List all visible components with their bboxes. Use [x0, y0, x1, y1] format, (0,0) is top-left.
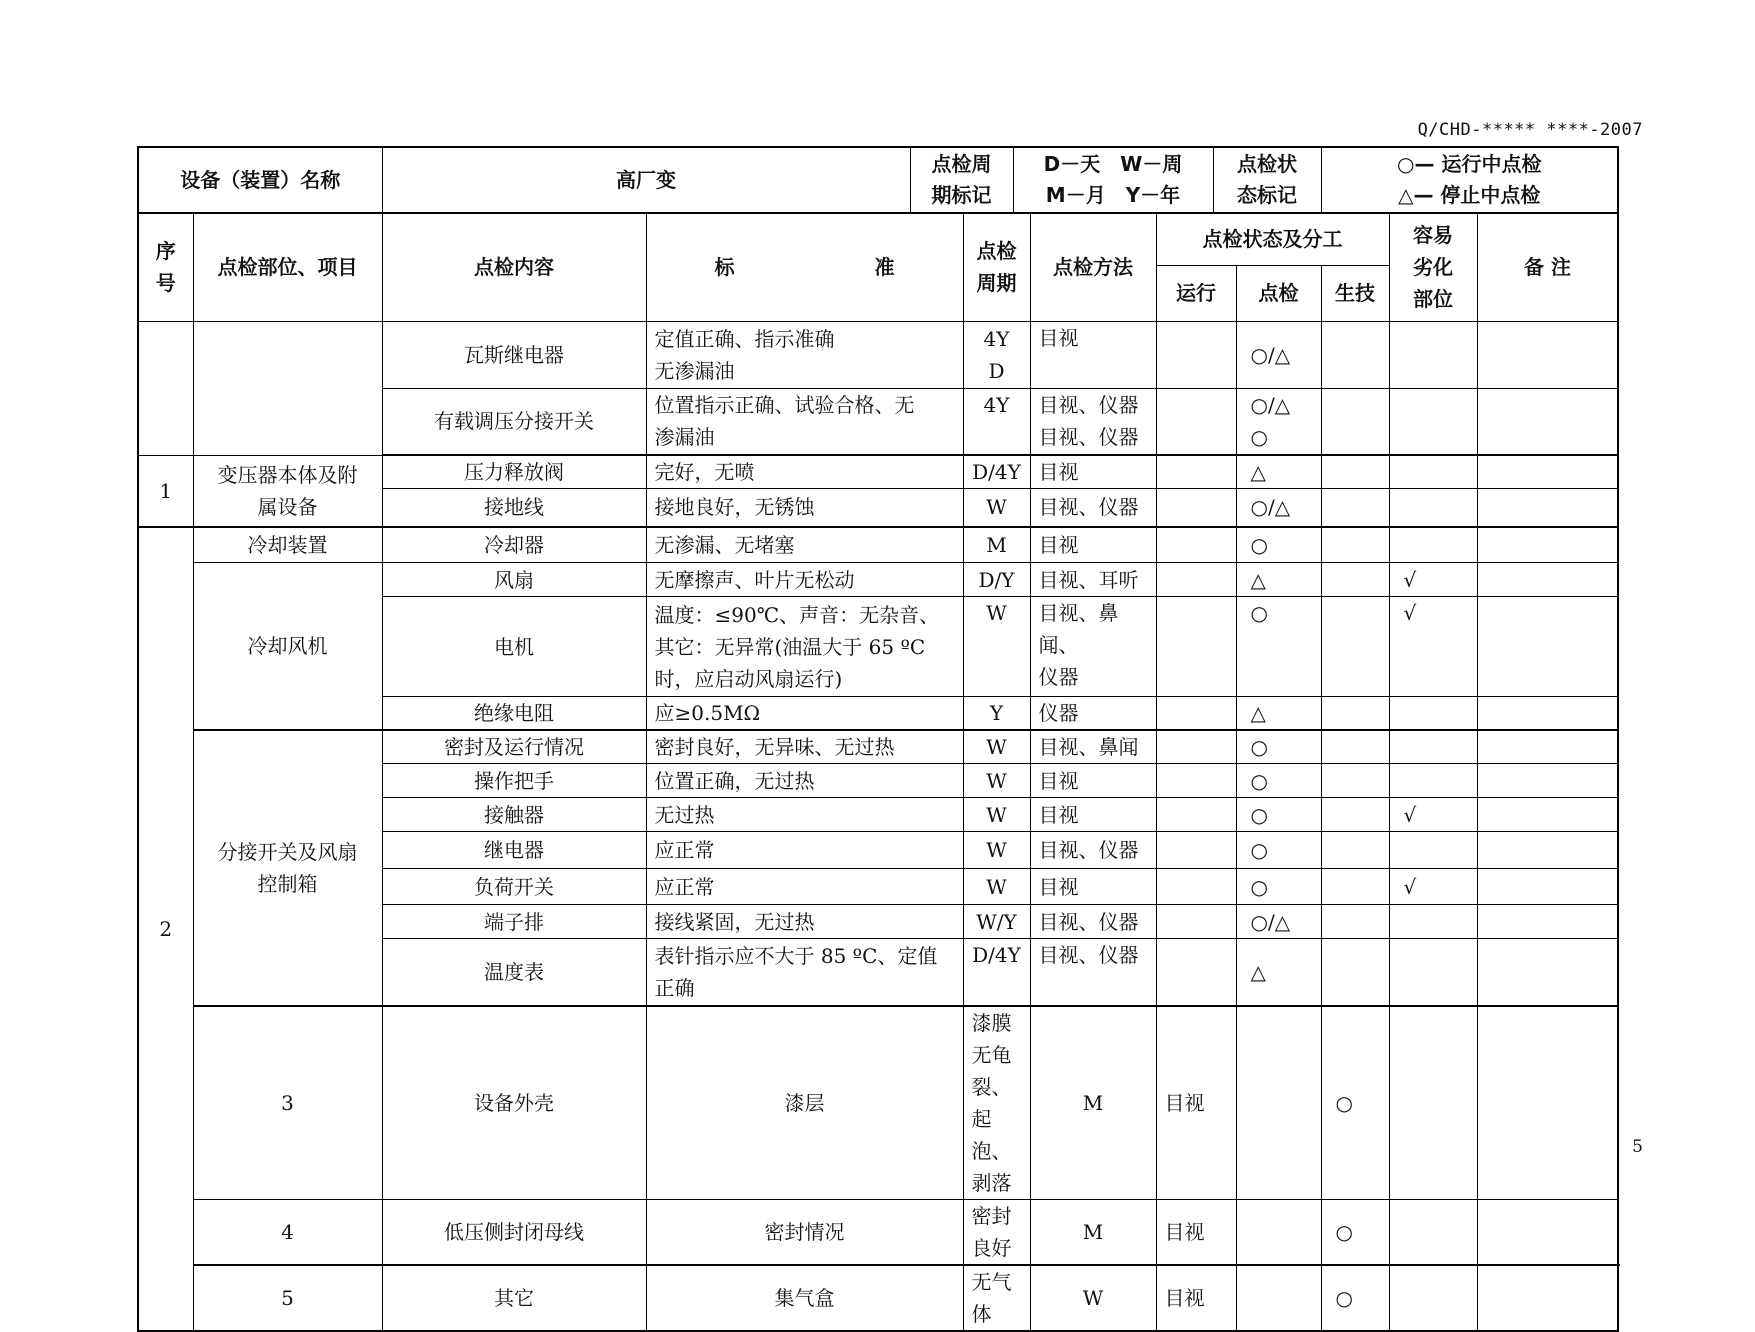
run-cell: [1236, 1265, 1321, 1331]
inspect-cell: ○: [1321, 1006, 1389, 1200]
col-degrade-3: 部位: [1413, 287, 1454, 312]
method-cell: 目视: [1030, 764, 1156, 798]
remark-cell: [1477, 321, 1618, 388]
method-cell: 仪器: [1030, 697, 1156, 731]
remark-cell: [1477, 730, 1618, 764]
standard-line: 其它：无异常(油温大于 65 ºC: [654, 634, 926, 659]
run-cell: [1156, 905, 1236, 939]
cycle-cell: [963, 321, 1030, 388]
content-cell: 冷却器: [382, 527, 646, 563]
method-line: 仪器: [1038, 665, 1079, 689]
standard-cell: [646, 597, 963, 697]
remark-cell: [1477, 563, 1618, 597]
run-cell: [1236, 1006, 1321, 1200]
prod-tech-cell: [1321, 869, 1389, 905]
content-cell: 操作把手: [382, 764, 646, 798]
inspect-cell: △: [1236, 455, 1321, 489]
cycle-line: D: [988, 358, 1005, 383]
prod-tech-cell: [1321, 563, 1389, 597]
col-degrade: [1389, 213, 1477, 321]
inspect-cell: [1236, 321, 1321, 388]
method-line: 目视、仪器: [1038, 425, 1139, 450]
run-cell: [1156, 563, 1236, 597]
equipment-name-value: 高厂变: [382, 147, 910, 213]
degrade-cell: √: [1389, 798, 1477, 832]
degrade-cell: √: [1389, 597, 1477, 697]
run-cell: [1236, 1199, 1321, 1265]
status-mark-label-1: 点检状: [1237, 152, 1297, 176]
content-cell: 瓦斯继电器: [382, 321, 646, 388]
inspect-cell: [1236, 939, 1321, 1006]
part-cell: 冷却风机: [193, 563, 382, 731]
header-table: [137, 146, 1619, 214]
method-cell: 目视: [1030, 455, 1156, 489]
inspect-cell: △: [1236, 697, 1321, 731]
content-cell: 集气盒: [646, 1265, 963, 1331]
inspect-cell: ○: [1236, 597, 1321, 697]
inspect-cell: ○: [1236, 869, 1321, 905]
cycle-legend-2: M－月 Y－年: [1045, 183, 1181, 207]
degrade-cell: [1389, 489, 1477, 527]
col-degrade-2: 劣化: [1413, 255, 1454, 280]
remark-cell: [1477, 798, 1618, 832]
col-standard: [646, 213, 963, 321]
method-line: 目视、鼻闻、: [1038, 601, 1119, 657]
method-cell: 目视: [1030, 527, 1156, 563]
standard-line: 时，应启动风扇运行): [654, 666, 843, 691]
content-cell: 电机: [382, 597, 646, 697]
prod-tech-cell: [1321, 455, 1389, 489]
cycle-cell: M: [1030, 1006, 1156, 1200]
standard-cell: 位置正确，无过热: [646, 764, 963, 798]
method-cell: 目视、仪器: [1030, 905, 1156, 939]
cycle-cell: W: [963, 764, 1030, 798]
standard-cell: 无摩擦声、叶片无松动: [646, 563, 963, 597]
col-seq-2: 号: [155, 271, 176, 296]
content-cell: 负荷开关: [382, 869, 646, 905]
cycle-cell: W: [963, 869, 1030, 905]
run-cell: [1156, 939, 1236, 1006]
degrade-cell: √: [1389, 563, 1477, 597]
content-cell: 绝缘电阻: [382, 697, 646, 731]
cycle-cell: D/4Y: [963, 455, 1030, 489]
standard-line: 渗漏油: [654, 425, 715, 450]
content-cell: 接触器: [382, 798, 646, 832]
run-cell: [1156, 869, 1236, 905]
run-cell: [1156, 388, 1236, 455]
run-cell: [1156, 527, 1236, 563]
run-cell: [1156, 697, 1236, 731]
standard-cell: 无渗漏、无堵塞: [646, 527, 963, 563]
remark-cell: [1477, 764, 1618, 798]
method-cell: 目视、仪器: [1030, 832, 1156, 869]
cycle-cell: 4Y: [963, 388, 1030, 455]
prod-tech-cell: [1321, 321, 1389, 388]
inspect-line: ○/△: [1250, 342, 1291, 367]
content-cell: 漆层: [646, 1006, 963, 1200]
cycle-cell: D/Y: [963, 563, 1030, 597]
prod-tech-cell: [1389, 1265, 1477, 1331]
run-cell: [1156, 489, 1236, 527]
col-cycle-2: 周期: [976, 271, 1017, 296]
prod-tech-cell: [1389, 1006, 1477, 1200]
standard-cell: [646, 321, 963, 388]
method-cell: [1030, 388, 1156, 455]
prod-tech-cell: [1321, 597, 1389, 697]
part-cell: 设备外壳: [382, 1006, 646, 1200]
remark-cell: [1477, 939, 1618, 1006]
page-number: 5: [1632, 1137, 1643, 1157]
method-cell: 目视: [1156, 1265, 1236, 1331]
status-legend-1: ○— 运行中点检: [1397, 152, 1542, 176]
method-cell: 目视: [1030, 869, 1156, 905]
cycle-cell: W: [963, 730, 1030, 764]
degrade-cell: [1389, 905, 1477, 939]
document-number: Q/CHD-***** ****-2007: [1417, 120, 1643, 140]
standard-cell: 应正常: [646, 832, 963, 869]
inspect-cell: ○/△: [1236, 905, 1321, 939]
method-cell: 目视、仪器: [1030, 939, 1156, 1006]
cycle-mark-label-1: 点检周: [931, 152, 992, 176]
degrade-cell: √: [1389, 869, 1477, 905]
remark-cell: [1477, 527, 1618, 563]
degrade-cell: [1389, 939, 1477, 1006]
status-legend-2: △— 停止中点检: [1398, 183, 1541, 207]
degrade-cell: [1389, 527, 1477, 563]
degrade-cell: [1477, 1199, 1618, 1265]
inspect-cell: [1236, 388, 1321, 455]
degrade-cell: [1389, 388, 1477, 455]
inspect-cell: ○: [1236, 798, 1321, 832]
standard-cell: [646, 388, 963, 455]
degrade-cell: [1389, 455, 1477, 489]
content-cell: 压力释放阀: [382, 455, 646, 489]
seq-cell: 5: [193, 1265, 382, 1331]
degrade-cell: [1389, 764, 1477, 798]
standard-cell: 应正常: [646, 869, 963, 905]
inspect-line: △: [1250, 959, 1266, 984]
method-cell: 目视: [1156, 1006, 1236, 1200]
cycle-cell: Y: [963, 697, 1030, 731]
standard-cell: 密封良好: [963, 1199, 1030, 1265]
content-cell: 风扇: [382, 563, 646, 597]
inspect-cell: ○/△: [1236, 489, 1321, 527]
col-seq-1: 序: [155, 239, 176, 264]
part-cell-blank: [193, 321, 382, 455]
inspect-cell: ○: [1321, 1199, 1389, 1265]
prod-tech-cell: [1321, 697, 1389, 731]
method-cell: 目视: [1156, 1199, 1236, 1265]
seq-cell: 2: [138, 527, 193, 1331]
status-mark-label-2: 态标记: [1237, 183, 1297, 207]
seq-cell: 4: [193, 1199, 382, 1265]
part-cell: 低压侧封闭母线: [382, 1199, 646, 1265]
col-cycle-1: 点检: [976, 239, 1017, 264]
standard-line: 表针指示应不大于 85 ºC、定值: [654, 943, 938, 968]
seq-cell: 3: [193, 1006, 382, 1200]
cycle-cell: W: [963, 597, 1030, 697]
standard-cell: 接线紧固，无过热: [646, 905, 963, 939]
equipment-name-label: 设备（装置）名称: [138, 147, 382, 213]
inspect-cell: ○: [1236, 832, 1321, 869]
method-cell: 目视、仪器: [1030, 489, 1156, 527]
col-run: 运行: [1156, 265, 1236, 321]
standard-line: 正确: [654, 975, 695, 1000]
col-status-group: 点检状态及分工: [1156, 213, 1389, 265]
col-cycle: [963, 213, 1030, 321]
seq-cell: 1: [138, 455, 193, 527]
cycle-cell: W/Y: [963, 905, 1030, 939]
degrade-cell: [1389, 321, 1477, 388]
col-standard-b: 准: [874, 255, 895, 280]
standard-cell: 完好，无喷: [646, 455, 963, 489]
remark-cell: [1477, 455, 1618, 489]
prod-tech-cell: [1321, 832, 1389, 869]
cycle-mark-label: [910, 147, 1013, 213]
degrade-cell: [1389, 730, 1477, 764]
col-standard-a: 标: [714, 255, 735, 280]
prod-tech-cell: [1321, 730, 1389, 764]
degrade-cell: [1477, 1265, 1618, 1331]
content-cell: 温度表: [382, 939, 646, 1006]
inspect-cell: △: [1236, 563, 1321, 597]
content-cell: 有载调压分接开关: [382, 388, 646, 455]
run-cell: [1156, 597, 1236, 697]
method-line: 目视、仪器: [1038, 393, 1139, 418]
cycle-cell: W: [963, 489, 1030, 527]
method-cell: 目视: [1030, 321, 1156, 388]
col-part: 点检部位、项目: [193, 213, 382, 321]
col-inspect: 点检: [1236, 265, 1321, 321]
prod-tech-cell: [1389, 1199, 1477, 1265]
run-cell: [1156, 321, 1236, 388]
remark-cell: [1477, 489, 1618, 527]
col-seq: [138, 213, 193, 321]
content-cell: 密封情况: [646, 1199, 963, 1265]
standard-line: 无渗漏油: [654, 358, 735, 383]
remark-cell: [1477, 697, 1618, 731]
standard-cell: 漆膜无龟裂、起泡、剥落: [963, 1006, 1030, 1200]
method-cell: 目视: [1030, 798, 1156, 832]
prod-tech-cell: [1321, 489, 1389, 527]
part-line: 变压器本体及附: [217, 462, 358, 487]
part-line: 分接开关及风扇: [217, 839, 358, 864]
col-degrade-1: 容易: [1413, 223, 1454, 248]
inspect-line: ○: [1250, 425, 1268, 450]
degrade-cell: [1389, 697, 1477, 731]
col-remark: 备 注: [1477, 213, 1618, 321]
run-cell: [1156, 832, 1236, 869]
standard-cell: 应≥0.5MΩ: [646, 697, 963, 731]
remark-cell: [1477, 832, 1618, 869]
cycle-cell: W: [963, 798, 1030, 832]
cycle-line: 4Y: [983, 326, 1010, 351]
col-content: 点检内容: [382, 213, 646, 321]
content-cell: 端子排: [382, 905, 646, 939]
standard-cell: 密封良好，无异味、无过热: [646, 730, 963, 764]
prod-tech-cell: [1321, 939, 1389, 1006]
standard-cell: [646, 939, 963, 1006]
part-line: 控制箱: [257, 871, 318, 896]
part-cell: [193, 455, 382, 527]
col-method: 点检方法: [1030, 213, 1156, 321]
standard-cell: 无过热: [646, 798, 963, 832]
remark-cell: [1477, 597, 1618, 697]
inspect-line: ○/△: [1250, 393, 1291, 418]
prod-tech-cell: [1321, 388, 1389, 455]
prod-tech-cell: [1321, 527, 1389, 563]
standard-line: 温度：≤90℃、声音：无杂音、: [654, 602, 940, 627]
prod-tech-cell: [1321, 905, 1389, 939]
col-prod-tech: 生技: [1321, 265, 1389, 321]
degrade-cell: [1477, 1006, 1618, 1200]
prod-tech-cell: [1321, 764, 1389, 798]
prod-tech-cell: [1321, 798, 1389, 832]
standard-cell: 接地良好，无锈蚀: [646, 489, 963, 527]
status-mark-legend: [1321, 147, 1618, 213]
degrade-cell: [1389, 832, 1477, 869]
content-cell: 接地线: [382, 489, 646, 527]
part-cell: 冷却装置: [193, 527, 382, 563]
run-cell: [1156, 798, 1236, 832]
cycle-cell: W: [963, 832, 1030, 869]
status-mark-label: [1213, 147, 1321, 213]
part-cell: [193, 730, 382, 1006]
inspect-cell: ○: [1236, 527, 1321, 563]
part-cell: 其它: [382, 1265, 646, 1331]
inspection-table: [137, 212, 1619, 1332]
method-cell: [1030, 597, 1156, 697]
content-cell: 密封及运行情况: [382, 730, 646, 764]
cycle-cell: W: [1030, 1265, 1156, 1331]
content-cell: 继电器: [382, 832, 646, 869]
cycle-cell: D/4Y: [963, 939, 1030, 1006]
standard-line: 位置指示正确、试验合格、无: [654, 393, 915, 418]
seq-cell-blank: [138, 321, 193, 455]
cycle-cell: M: [963, 527, 1030, 563]
method-cell: 目视、鼻闻: [1030, 730, 1156, 764]
run-cell: [1156, 764, 1236, 798]
cycle-mark-legend: [1013, 147, 1213, 213]
part-line: 属设备: [257, 494, 318, 519]
run-cell: [1156, 730, 1236, 764]
standard-cell: 无气体: [963, 1265, 1030, 1331]
standard-line: 定值正确、指示准确: [654, 326, 835, 351]
method-cell: 目视、耳听: [1030, 563, 1156, 597]
cycle-legend-1: D－天 W－周: [1043, 152, 1183, 176]
remark-cell: [1477, 905, 1618, 939]
inspect-cell: ○: [1321, 1265, 1389, 1331]
inspect-cell: ○: [1236, 764, 1321, 798]
cycle-cell: M: [1030, 1199, 1156, 1265]
cycle-mark-label-2: 期标记: [931, 183, 992, 207]
inspect-cell: ○: [1236, 730, 1321, 764]
remark-cell: [1477, 388, 1618, 455]
run-cell: [1156, 455, 1236, 489]
remark-cell: [1477, 869, 1618, 905]
